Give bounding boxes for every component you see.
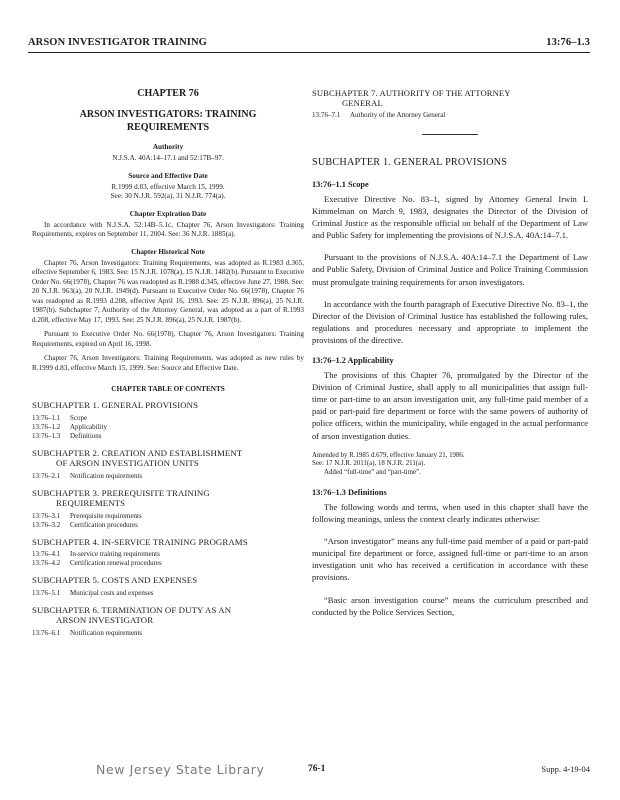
toc-entry[interactable]: 13:76–3.2 Certification procedures: [32, 520, 138, 529]
body-paragraph: The provisions of this Chapter 76, promulgated by the Director of the Division of Criminal Justice, shall apply to all municipalities that assign full-time or part-time to an arson investigation unit, any full-time paid member of a paid or part-paid fire department or force with the same powers of authority of police officers, within the municipality, while engaged in the actual performance of arson investigation duties.: [312, 370, 588, 441]
history-paragraph: Pursuant to Executive Order No. 66(1978), Chapter 76, Arson Investigators: Training Requirements, expired on April 16, 1998.: [32, 330, 304, 348]
toc-subchapter: [32, 488, 304, 530]
source-line: See: 30 N.J.R. 592(a), 31 N.J.R. 774(a).: [110, 192, 226, 200]
page-number: 76-1: [308, 764, 326, 774]
history-paragraph: Chapter 76, Arson Investigators: Training Requirements, was adopted as R.1983 d.365, effective September 6, 1983. See: 15 N.J.R. 1078(a), 15 N.J.R. 1482(b). Pursuant to Executive Order No. 66(1978), Chapter 76 was readopted as R.1988 d.345, effective June 27, 1988. See: 20 N.J.R. 963(a), 20 N.J.R. 1949(d). Pursuant to Executive Order No. 66(1978), Chapter 76 was readopted as R.1993 d.208, effective April 16, 1993. See: 25 N.J.R. 896(a), 25 N.J.R. 1987(b). Subchapter 7, Authority of the Attorney General, was adopted as a part of R.1993 d.208, effective May 17, 1993. See: 25 N.J.R. 896(a), 25 N.J.R. 1987(b).: [32, 258, 304, 324]
source-line: R.1999 d.83, effective March 15, 1999.: [111, 182, 225, 191]
left-column: [32, 88, 304, 638]
library-watermark: New Jersey State Library: [96, 762, 265, 777]
toc-entry[interactable]: 13:76–7.1 Authority of the Attorney General: [312, 111, 446, 119]
page-footer: [28, 762, 590, 782]
authority-heading: Authority: [152, 143, 184, 151]
section-heading: 13:76–1.1 Scope: [312, 180, 369, 189]
toc-entry[interactable]: 13:76–1.1 Scope: [32, 413, 88, 422]
header-section-number: 13:76–1.3: [546, 37, 590, 48]
toc-subchapter: [32, 537, 304, 569]
toc-entry[interactable]: 13:76–4.1 In-service training requirements: [32, 550, 160, 558]
toc-subchapter-heading[interactable]: SUBCHAPTER 2. CREATION AND ESTABLISHMENT OF ARSON INVESTIGATION UNITS: [32, 447, 243, 468]
history-paragraph: Chapter 76, Arson Investigators: Training Requirements, was adopted as new rules by R.1999 d.83, effective March 15, 1999. See: Source and Effective Date.: [32, 354, 304, 372]
toc-subchapter: [32, 605, 304, 638]
toc-entry[interactable]: 13:76–4.2 Certification renewal procedures: [32, 559, 162, 567]
toc-entry[interactable]: 13:76–6.1 Notification requirements: [32, 628, 143, 637]
header-title: ARSON INVESTIGATOR TRAINING: [28, 37, 207, 48]
history-heading: Chapter Historical Note: [131, 247, 205, 256]
body-paragraph: “Basic arson investigation course” means the curriculum prescribed and conducted by the Police Services Section,: [312, 594, 588, 617]
chapter-title: ARSON INVESTIGATORS: TRAINING REQUIREMENTS: [79, 109, 257, 133]
toc-entry[interactable]: 13:76–5.1 Municipal costs and expenses: [32, 588, 154, 597]
section-heading: 13:76–1.2 Applicability: [312, 356, 394, 366]
toc-subchapter-heading[interactable]: SUBCHAPTER 5. COSTS AND EXPENSES: [32, 575, 198, 585]
body-paragraph: Executive Directive No. 83–1, signed by Attorney General Irwin I. Kimmelman on March 9, 1983, designates the Director of the Division of Criminal Justice as the responsible official on behalf of the Department of Law and Public Safety for implementing the provisions of N.J.S.A. 40A:14–7.1.: [312, 194, 588, 241]
toc-entry[interactable]: 13:76–2.1 Notification requirements: [32, 471, 143, 480]
toc-subchapter-heading[interactable]: SUBCHAPTER 4. IN-SERVICE TRAINING PROGRAMS: [32, 536, 248, 547]
section-heading: 13:76–1.3 Definitions: [312, 487, 387, 497]
toc-entry[interactable]: 13:76–1.2 Applicability: [32, 422, 107, 431]
chapter-number: CHAPTER 76: [137, 88, 199, 99]
body-paragraph: Pursuant to the provisions of N.J.S.A. 40A:14–7.1 the Department of Law and Public Safety, Division of Criminal Justice and Police Training Commission must promulgate training requirements for arson investigators.: [312, 252, 588, 287]
source-heading: Source and Effective Date: [128, 171, 208, 180]
supplement-date: Supp. 4-19-04: [541, 764, 590, 774]
toc-entry[interactable]: 13:76–3.1 Prerequisite requirements: [32, 511, 142, 520]
running-header: [28, 36, 590, 53]
expiration-text: In accordance with N.J.S.A. 52:14B–5.1c, Chapter 76, Arson Investigators: Training Requirements, expires on September 11, 2004. See: 36 N.J.R. 1885(a).: [32, 220, 304, 238]
amendment-note: Amended by R.1985 d.679, effective January 21, 1986. See: 17 N.J.R. 2011(a), 18 N.J.R. 211(a). Added “full-time” and “part-time”.: [312, 451, 465, 477]
toc-entry[interactable]: 13:76–1.3 Definitions: [32, 431, 102, 440]
authority-text: N.J.S.A. 40A:14–17.1 and 52:17B–97.: [112, 154, 224, 162]
body-paragraph: The following words and terms, when used in this chapter shall have the following meanings, unless the context clearly indicates otherwise:: [312, 501, 588, 525]
body-paragraph: In accordance with the fourth paragraph of Executive Directive No. 83–1, the Director of the Division of Criminal Justice has established the following rules, regulations and procedures necessary and appropriate to implement the provisions of the directive.: [312, 298, 588, 345]
toc-subchapter-heading[interactable]: SUBCHAPTER 6. TERMINATION OF DUTY AS AN ARSON INVESTIGATOR: [32, 604, 232, 625]
toc-title: CHAPTER TABLE OF CONTENTS: [111, 385, 225, 393]
toc-subchapter: [32, 400, 304, 441]
body-paragraph: “Arson investigator” means any full-time paid member of a paid or part-paid municipal fire department or force, assigned full-time or part-time to an arson investigation unit who has received a certification in accordance with these provisions.: [312, 536, 588, 583]
expiration-heading: Chapter Expiration Date: [129, 209, 207, 218]
toc-subchapter-heading[interactable]: SUBCHAPTER 3. PREREQUISITE TRAINING REQUIREMENTS: [32, 487, 210, 508]
toc-subchapter-heading[interactable]: SUBCHAPTER 7. AUTHORITY OF THE ATTORNEY GENERAL: [312, 88, 511, 108]
toc-subchapter: [32, 448, 304, 481]
subchapter-title: SUBCHAPTER 1. GENERAL PROVISIONS: [312, 157, 508, 168]
section-divider: [422, 134, 478, 135]
toc-subchapter-heading[interactable]: SUBCHAPTER 1. GENERAL PROVISIONS: [32, 400, 199, 410]
right-column: [312, 88, 588, 628]
toc-subchapter: [32, 575, 304, 598]
